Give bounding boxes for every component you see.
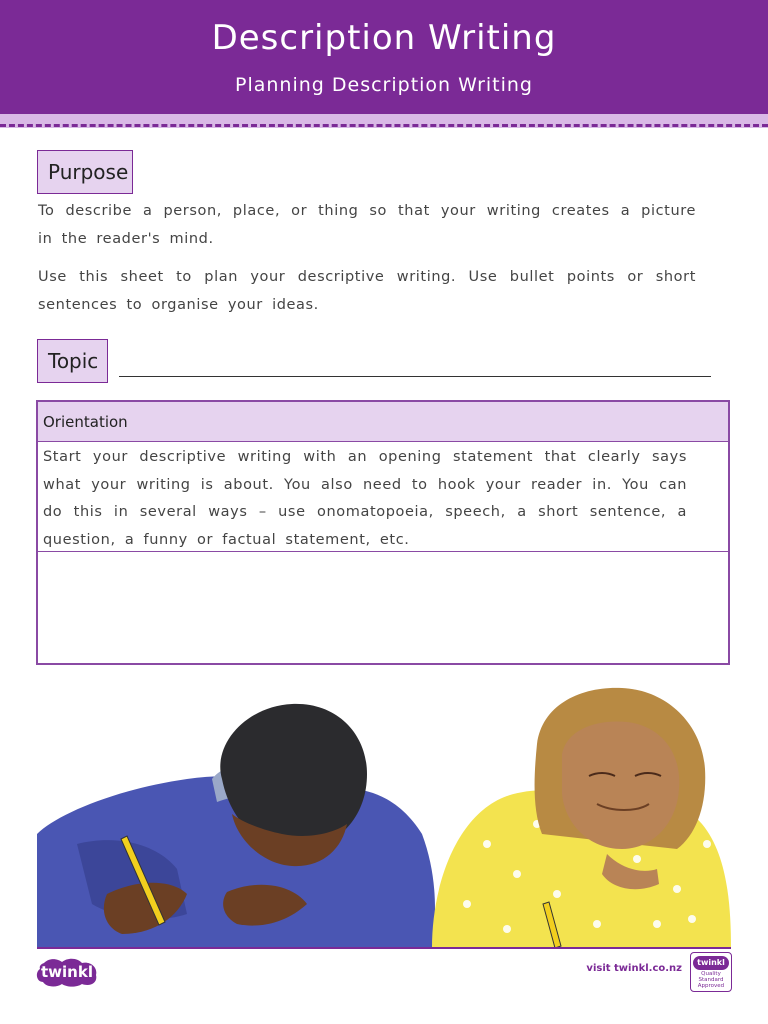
orientation-table — [36, 400, 730, 665]
children-writing-illustration — [37, 684, 731, 948]
purpose-paragraph-2: Use this sheet to plan your descriptive writing. Use bullet points or short sentences to organise your ideas. — [38, 269, 696, 313]
header-dashed-divider — [0, 124, 768, 127]
topic-answer-line[interactable] — [119, 376, 711, 377]
page-title: Description Writing — [211, 18, 557, 58]
page-subtitle: Planning Description Writing — [235, 74, 533, 96]
orientation-heading: Orientation — [38, 402, 728, 442]
purpose-paragraph-1: To describe a person, place, or thing so that your writing creates a picture in the reader's mind. — [38, 203, 696, 247]
visit-link[interactable]: visit twinkl.co.nz — [586, 963, 682, 974]
header-band — [0, 114, 768, 128]
quality-badge-text: Quality Standard Approved — [697, 971, 725, 989]
twinkl-logo-text: twinkl — [41, 963, 93, 981]
footer-divider — [37, 947, 731, 949]
topic-label: Topic — [37, 339, 108, 383]
quality-badge — [690, 952, 732, 992]
purpose-label: Purpose — [37, 150, 133, 194]
twinkl-logo[interactable] — [36, 957, 98, 987]
page-header — [0, 0, 768, 114]
orientation-description: Start your descriptive writing with an opening statement that clearly says what your writing is about. You also need to hook your reader in. You can do this in several ways – use onomatopoeia, speech, a short sentence, a question, a funny or factual statement, etc. — [43, 449, 687, 548]
orientation-answer-area[interactable] — [38, 552, 728, 663]
quality-badge-brand: twinkl — [693, 956, 729, 970]
